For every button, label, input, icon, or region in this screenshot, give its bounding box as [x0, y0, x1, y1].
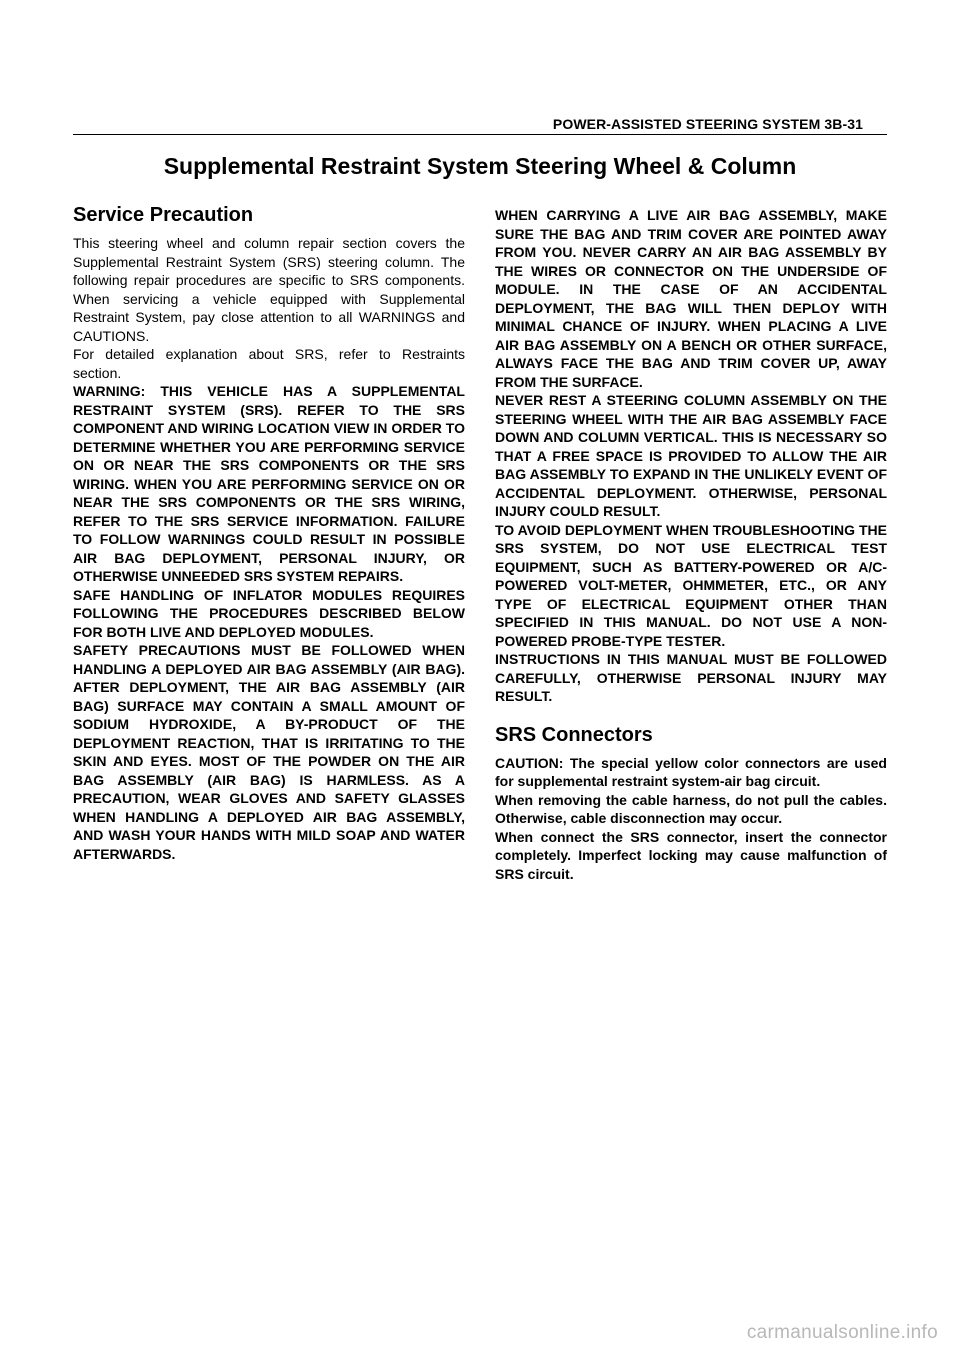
page-title: Supplemental Restraint System Steering Wheel & Column	[163, 153, 797, 179]
section-heading-service-precaution: Service Precaution	[73, 204, 254, 226]
safe-handling-paragraph: SAFE HANDLING OF INFLATOR MODULES REQUIRES FOLLOWING THE PROCEDURES DESCRIBED BELOW FOR BOTH LIVE AND DEPLOYED MODULES.	[73, 586, 465, 640]
never-rest-paragraph: NEVER REST A STEERING COLUMN ASSEMBLY ON THE STEERING WHEEL WITH THE AIR BAG ASSEMBLY FACE DOWN AND COLUMN VERTICAL. THIS IS NECESSARY SO THAT A FREE SPACE IS PROVIDED TO ALLOW THE AIR BAG ASSEMBLY TO EXPAND IN THE UNLIKELY EVENT OF ACCIDENTAL DEPLOYMENT. OTHERWISE, PERSONAL INJURY COULD RESULT.	[495, 392, 887, 519]
left-column	[73, 202, 465, 863]
safety-precautions-paragraph: SAFETY PRECAUTIONS MUST BE FOLLOWED WHEN HANDLING A DEPLOYED AIR BAG ASSEMBLY (AIR BAG). AFTER DEPLOYMENT, THE AIR BAG ASSEMBLY (AIR BAG) SURFACE MAY CONTAIN A SMALL AMOUNT OF SODIUM HYDROXIDE, A BY-PRODUCT OF THE DEPLOYMENT REACTION, THAT IS IRRITATING TO THE SKIN AND EYES. MOST OF THE POWDER ON THE AIR BAG ASSEMBLY (AIR BAG) IS HARMLESS. AS A PRECAUTION, WEAR GLOVES AND SAFETY GLASSES WHEN HANDLING A DEPLOYED AIR BAG ASSEMBLY, AND WASH YOUR HANDS WITH MILD SOAP AND WATER AFTERWARDS.	[73, 642, 465, 862]
avoid-deployment-paragraph: TO AVOID DEPLOYMENT WHEN TROUBLESHOOTING THE SRS SYSTEM, DO NOT USE ELECTRICAL TEST EQUIPMENT, SUCH AS BATTERY-POWERED OR A/C-POWERED VOLT-METER, OHMMETER, ETC., OR ANY TYPE OF ELECTRICAL EQUIPMENT OTHER THAN SPECIFIED IN THIS MANUAL. DO NOT USE A NON-POWERED PROBE-TYPE TESTER.	[495, 521, 887, 649]
section-heading-srs-connectors: SRS Connectors	[495, 723, 653, 746]
instructions-paragraph: INSTRUCTIONS IN THIS MANUAL MUST BE FOLLOWED CAREFULLY, OTHERWISE PERSONAL INJURY MAY RESULT.	[495, 651, 887, 704]
carrying-paragraph: WHEN CARRYING A LIVE AIR BAG ASSEMBLY, MAKE SURE THE BAG AND TRIM COVER ARE POINTED AWAY FROM YOU. NEVER CARRY AN AIR BAG ASSEMBLY BY THE WIRES OR CONNECTOR ON THE UNDERSIDE OF MODULE. IN THE CASE OF AN ACCIDENTAL DEPLOYMENT, THE BAG WILL THEN DEPLOY WITH MINIMAL CHANCE OF INJURY. WHEN PLACING A LIVE AIR BAG ASSEMBLY ON A BENCH OR OTHER SURFACE, ALWAYS FACE THE BAG AND TRIM COVER UP, AWAY FROM THE SURFACE.	[495, 207, 887, 390]
caution-paragraph: CAUTION: The special yellow color connectors are used for supplemental restraint system-air bag circuit.	[495, 754, 887, 789]
removing-paragraph: When removing the cable harness, do not pull the cables. Otherwise, cable disconnection may occur.	[495, 791, 887, 826]
header-rule	[73, 134, 887, 135]
warning-paragraph: WARNING: THIS VEHICLE HAS A SUPPLEMENTAL RESTRAINT SYSTEM (SRS). REFER TO THE SRS COMPONENT AND WIRING LOCATION VIEW IN ORDER TO DETERMINE WHETHER YOU ARE PERFORMING SERVICE ON OR NEAR THE SRS COMPONENTS OR THE SRS WIRING. WHEN YOU ARE PERFORMING SERVICE ON OR NEAR THE SRS COMPONENTS OR THE SRS WIRING, REFER TO THE SRS SERVICE INFORMATION. FAILURE TO FOLLOW WARNINGS COULD RESULT IN POSSIBLE AIR BAG DEPLOYMENT, PERSONAL INJURY, OR OTHERWISE UNNEEDED SRS SYSTEM REPAIRS.	[73, 383, 465, 584]
running-header: POWER-ASSISTED STEERING SYSTEM 3B-31	[552, 116, 863, 132]
intro-paragraph: This steering wheel and column repair section covers the Supplemental Restraint System (SRS) steering column. The following repair procedures are specific to SRS components. When servicing a vehicle equipped with Supplemental Restraint System, pay close attention to all WARNINGS and CAUTIONS.	[73, 235, 465, 344]
right-column	[495, 206, 887, 883]
refer-paragraph: For detailed explanation about SRS, refer to Restraints section.	[73, 346, 465, 381]
connect-paragraph: When connect the SRS connector, insert the connector completely. Imperfect locking may cause malfunction of SRS circuit.	[495, 828, 887, 882]
site-watermark: carmanualsonline.info	[746, 1322, 938, 1343]
